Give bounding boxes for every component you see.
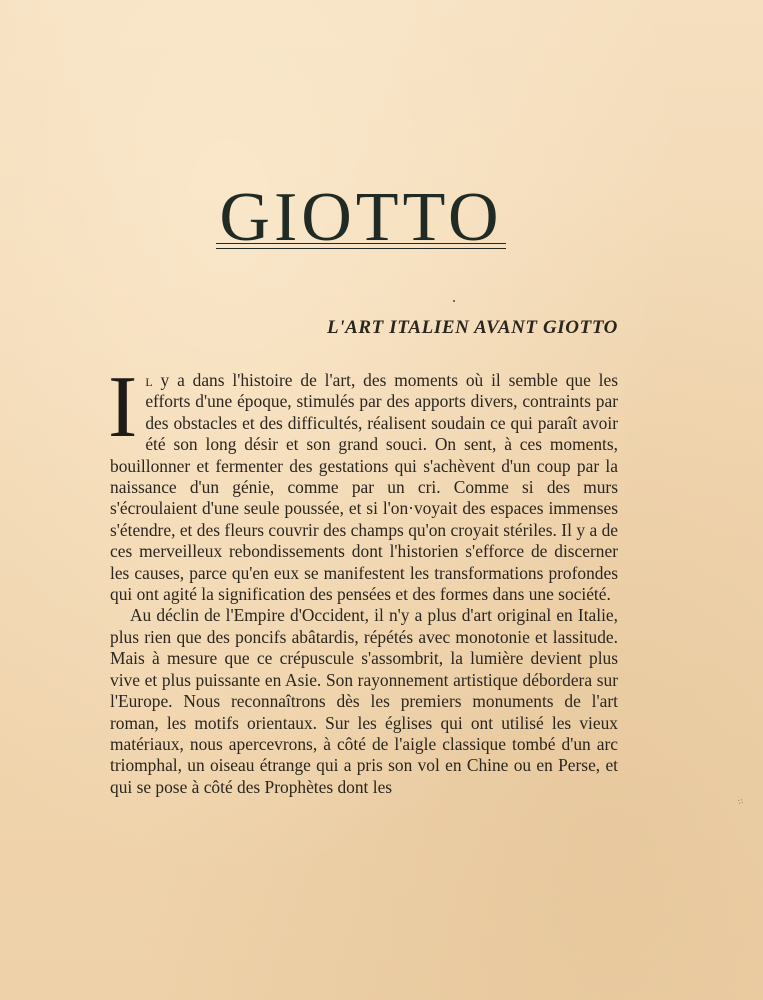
drop-cap: I (108, 359, 138, 456)
paragraph-1 (108, 359, 618, 605)
paragraph-1-text: y a dans l'histoire de l'art, des moments où il semble que les efforts d'une époque, stimulés par des apports divers, contraints par des obstacles et des difficultés, réalisent soudain ce qui paraît avoir été son long désir et son grand souci. On sent, à ces moments, bouillonner et fermenter des gestations qui s'achèvent d'un coup par la naissance d'un génie, comme par un cri. Comme si des murs s'écroulaient d'une seule poussée, et si l'on·voyait des espaces immenses s'étendre, et des fleurs couvrir des champs qu'on croyait stériles. Il y a de ces merveilleux rebondissements dont l'historien s'efforce de discerner les causes, parce qu'en eux se manifestent les transformations profondes qui ont agité la signification des pensées et des formes dans une société. (110, 370, 618, 605)
title-underline-top (216, 243, 506, 244)
chapter-subtitle: L'ART ITALIEN AVANT GIOTTO (327, 317, 618, 338)
drop-cap-continuation: l (145, 370, 153, 390)
ink-speck (453, 300, 455, 302)
margin-smudge: ⁘ (733, 795, 747, 810)
title-underline-bottom (216, 248, 506, 249)
paragraph-2: Au déclin de l'Empire d'Occident, il n'y a plus d'art original en Italie, plus rien que des poncifs abâtardis, répétés avec monotonie et lassitude. Mais à mesure que ce crépuscule s'assombrit, la lumière devient plus vive et plus puissante en Asie. Son rayonnement artistique débordera sur l'Europe. Nous reconnaîtrons dès les premiers monuments de l'art roman, les motifs orientaux. Sur les églises qui ont utilisé les vieux matériaux, nous apercevrons, à côté de l'aigle classique tombé d'un arc triomphal, un oiseau étrange qui a pris son vol en Chine ou en Perse, et qui se pose à côté des Prophètes dont les (110, 605, 618, 797)
body-text (108, 359, 618, 798)
page-title: GIOTTO (219, 179, 503, 256)
